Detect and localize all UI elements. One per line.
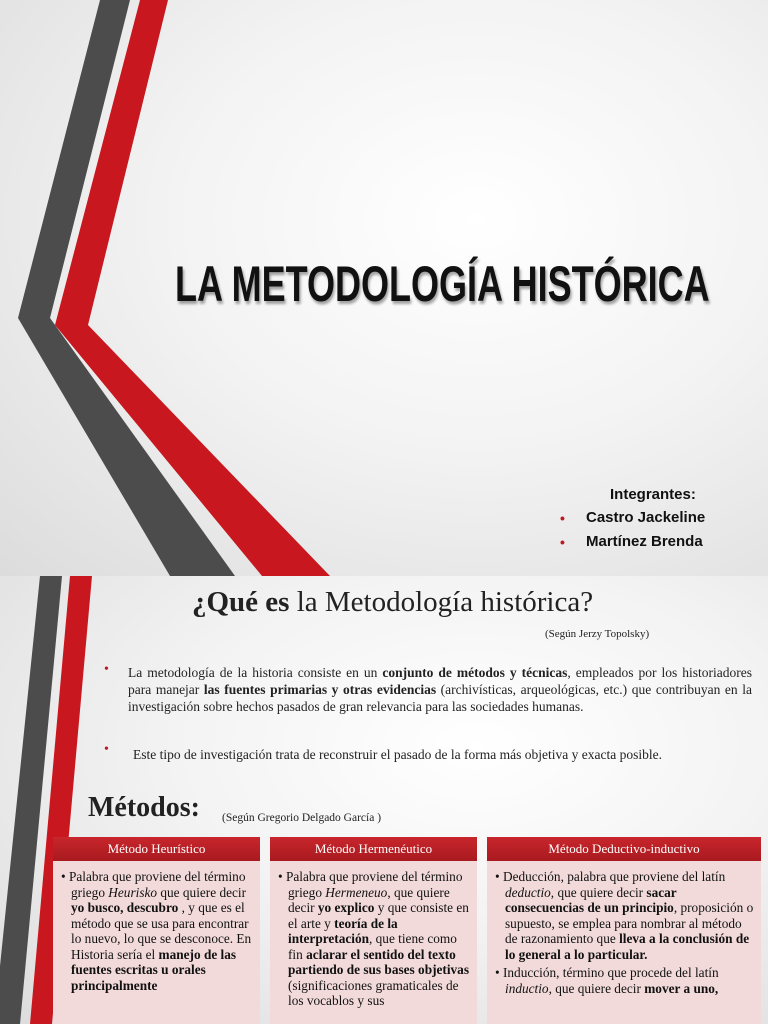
method-card-header: Método Deductivo-inductivo xyxy=(487,837,761,861)
bullet-icon: • xyxy=(560,509,565,526)
method-card-deductive-inductive xyxy=(487,837,761,1024)
italic-text: Heurisko xyxy=(108,884,158,900)
bold-text: sacar consecuencias de un principio xyxy=(505,884,677,915)
members-header: Integrantes: xyxy=(610,486,696,503)
method-card-body xyxy=(487,861,761,996)
bullet-icon: • xyxy=(560,533,565,550)
text: , y que es el método que se usa para encontrar lo nuevo, lo que se desconoce. En Historia sería el xyxy=(71,900,252,962)
bold-text: aclarar el sentido del texto partiendo de sus bases objetivas xyxy=(288,946,470,977)
question-title-rest: la Metodología histórica? xyxy=(289,586,594,618)
text: , que quiere decir xyxy=(548,980,645,996)
content-slide xyxy=(0,576,768,1024)
method-card-body xyxy=(53,861,260,993)
question-title xyxy=(192,586,593,619)
member-name: Martínez Brenda xyxy=(586,533,703,550)
bold-text: conjunto de métodos y técnicas xyxy=(382,665,568,680)
italic-text: inductio xyxy=(505,980,549,996)
bold-text: yo explico xyxy=(317,900,375,915)
method-bullet: • Deducción, palabra que proviene del latín deductio, que quiere decir sacar consecuencias de un principio, proposición o supuesto, se emplea para nombrar al método de razonamiento que lleva a la conclusión de lo general a lo particular. xyxy=(495,869,754,962)
text: , proposición o supuesto, se emplea para nombrar al método de razonamiento que xyxy=(505,900,754,946)
text: , que quiere decir xyxy=(288,884,450,915)
text: Palabra que proviene del término griego xyxy=(68,869,246,900)
method-card-header: Método Heurístico xyxy=(53,837,260,861)
text: La metodología de la historia consiste en un xyxy=(128,665,383,680)
text: (significaciones gramaticales de los vocablos y sus xyxy=(288,977,459,1008)
text: , que tiene como fin xyxy=(288,931,457,962)
text: , que quiere decir xyxy=(550,884,647,900)
method-bullet: • Palabra que proviene del término griego Hermeneuo, que quiere decir yo explico y que consiste en el arte y teoría de la interpretación, que tiene como fin aclarar el sentido del texto partiendo de sus bases objetivas (significaciones gramaticales de los vocablos y sus xyxy=(278,869,470,1008)
bold-text: manejo de las fuentes escritas u orales principalmente xyxy=(71,946,237,993)
bold-text: yo busco, descubro xyxy=(71,900,179,915)
italic-text: deductio xyxy=(505,884,551,900)
bullet-icon: • xyxy=(104,742,109,757)
text: y que consiste en el arte y xyxy=(288,900,469,931)
bold-text: teoría de la interpretación xyxy=(288,915,398,946)
text: que quiere decir xyxy=(157,884,247,900)
method-card-hermeneutic xyxy=(270,837,477,1024)
text: Deducción, palabra que proviene del latín xyxy=(502,869,726,884)
italic-text: Hermeneuo xyxy=(325,884,388,900)
method-card-body xyxy=(270,861,477,1009)
text: Palabra que proviene del término griego xyxy=(282,869,463,900)
text: , empleados por los historiadores para manejar xyxy=(128,665,752,697)
question-title-bold: ¿Qué es xyxy=(192,586,290,618)
methods-source: (Según Gregorio Delgado García ) xyxy=(222,812,382,824)
question-source: (Según Jerzy Topolsky) xyxy=(545,628,650,640)
member-name: Castro Jackeline xyxy=(586,509,706,526)
method-bullet: • Inducción, término que procede del latín inductio, que quiere decir mover a uno, xyxy=(495,965,719,996)
methods-title: Métodos: xyxy=(88,792,200,823)
member-item xyxy=(560,533,705,550)
method-card-header: Método Hermenéutico xyxy=(270,837,477,861)
bold-text: mover a uno, xyxy=(644,980,719,996)
bullet-icon: • xyxy=(104,662,109,677)
method-bullet: • Palabra que proviene del término griego Heurisko que quiere decir yo busco, descubro , y que es el método que se usa para encontrar lo nuevo, lo que se desconoce. En Historia sería el manejo de las fuentes escritas u orales principalmente xyxy=(61,869,252,993)
members-block xyxy=(560,486,705,557)
slide-title: LA METODOLOGÍA HISTÓRICA xyxy=(175,256,710,312)
bold-text: las fuentes primarias y otras evidencias xyxy=(203,682,437,697)
objective-paragraph: Este tipo de investigación trata de reconstruir el pasado de la forma más objetiva y exacta posible. xyxy=(133,747,662,762)
text: (archivísticas, arqueológicas, etc.) que contribuyan en la investigación sobre hechos pasados de gran relevancia para las sociedades humanas. xyxy=(128,682,752,714)
definition-paragraph xyxy=(128,664,752,715)
method-card-heuristic xyxy=(53,837,260,1024)
text: Inducción, término que procede del latín xyxy=(502,965,719,980)
member-item xyxy=(560,509,705,526)
bold-text: lleva a la conclusión de lo general a lo particular. xyxy=(505,931,750,962)
